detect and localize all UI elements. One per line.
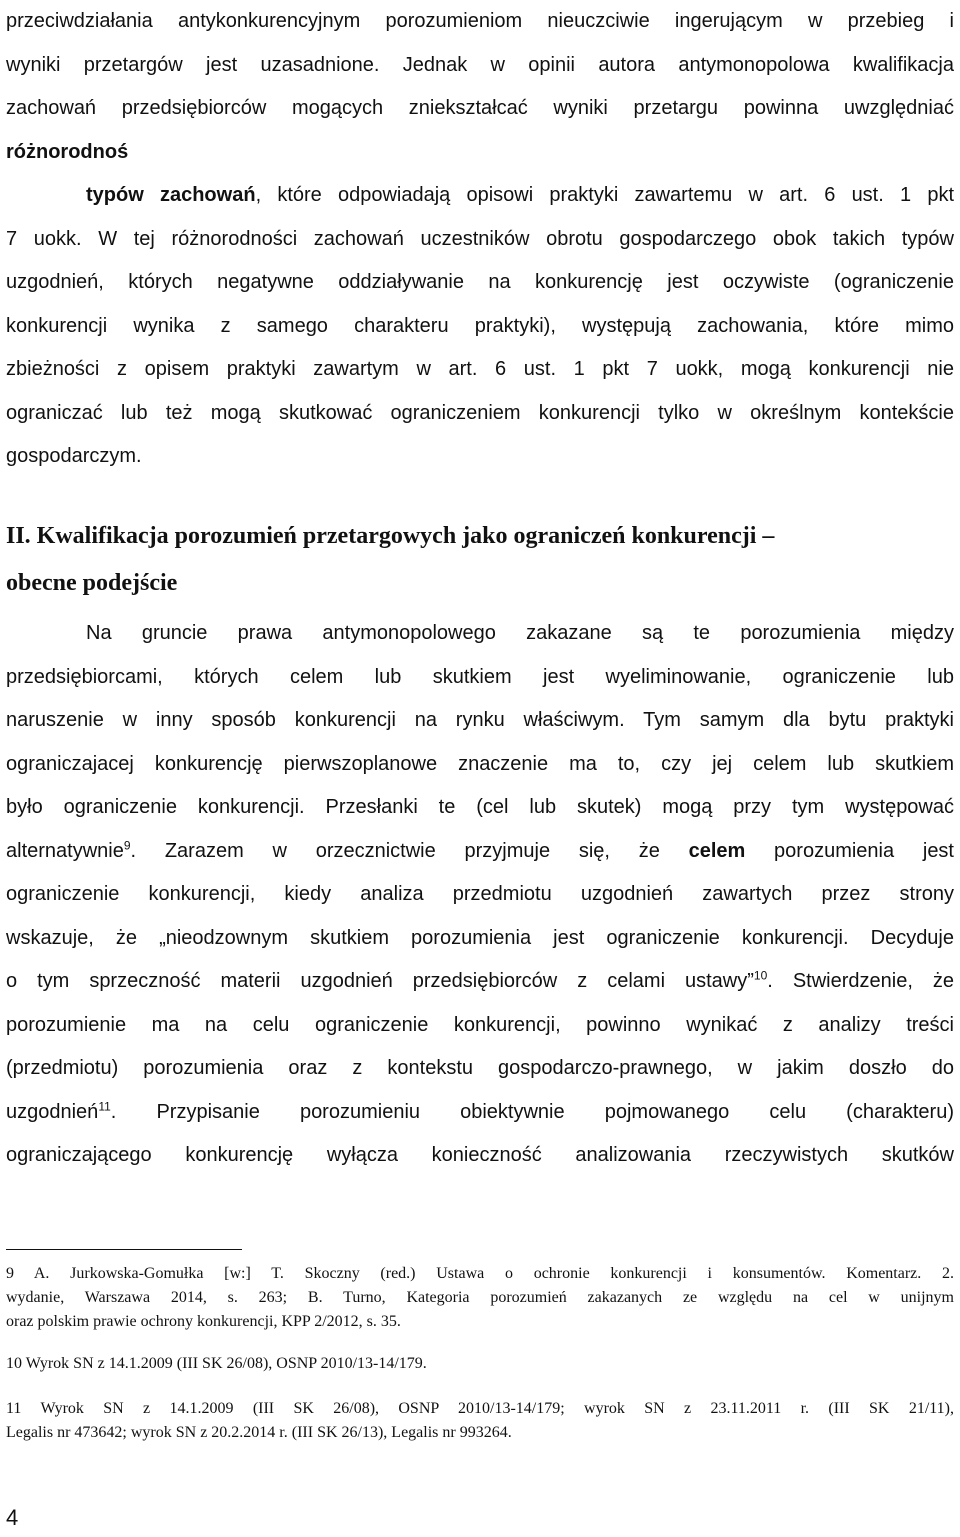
paragraph-1-line: zachowań przedsiębiorców mogących zniekształcać wyniki przetargu powinna uwzględniać <box>6 97 954 119</box>
paragraph-2-line: Na gruncie prawa antymonopolowego zakazane są te porozumienia między <box>86 622 954 644</box>
paragraph-2-line: ograniczenie konkurencji, kiedy analiza przedmiotu uzgodnień zawartych przez strony <box>6 883 954 905</box>
bold-phrase: typów zachowań <box>86 184 256 206</box>
paragraph-1-line: ograniczać lub też mogą skutkować ograniczeniem konkurencji tylko w określnym kontekście <box>6 401 954 424</box>
footnote-separator <box>6 1249 242 1250</box>
footnote-line: 9 A. Jurkowska-Gomułka [w:] T. Skoczny (red.) Ustawa o ochronie konkurencji i konsumentów. Komentarz. 2. <box>6 1265 954 1282</box>
footnote-11 <box>6 1397 954 1445</box>
paragraph-2-text: . Zarazem w orzecznictwie przyjmuje się, że <box>130 839 689 862</box>
paragraph-2-line: ograniczajacej konkurencję pierwszoplanowe znaczenie ma to, czy jej celem lub skutkiem <box>6 752 954 775</box>
paragraph-1-text: , które odpowiadają opisowi praktyki zawartemu w art. 6 ust. 1 pkt <box>255 184 955 206</box>
paragraph-1-line: wyniki przetargów jest uzasadnione. Jednak w opinii autora antymonopolowa kwalifikacja <box>6 53 954 76</box>
paragraph-2-line <box>6 830 954 874</box>
footnote-line: wydanie, Warszawa 2014, s. 263; B. Turno, Kategoria porozumień zakazanych ze względu na cel w unijnym <box>6 1289 954 1306</box>
paragraph-2-line <box>6 960 954 1004</box>
paragraph-2-line: wskazuje, że „nieodzownym skutkiem porozumienia jest ograniczenie konkurencji. Decyduje <box>6 926 954 949</box>
paragraph-2-text: uzgodnień <box>6 1100 99 1123</box>
paragraph-1-line: konkurencji wynika z samego charakteru praktyki), występują zachowania, które mimo <box>6 314 954 337</box>
paragraph-2-line <box>6 1091 954 1135</box>
footnote-line: 11 Wyrok SN z 14.1.2009 (III SK 26/08), OSNP 2010/13-14/179; wyrok SN z 23.11.2011 r. (III SK 21/11), <box>6 1400 954 1417</box>
paragraph-1-line: przeciwdziałania antykonkurencyjnym porozumieniom nieuczciwie ingerującym w przebieg i <box>6 10 954 32</box>
bold-phrase: celem <box>688 839 746 862</box>
footnote-line: Legalis nr 473642; wyrok SN z 20.2.2014 r. (III SK 26/13), Legalis nr 993264. <box>6 1424 512 1441</box>
paragraph-2-text: porozumienia jest <box>745 839 954 862</box>
footnote-line: oraz polskim prawie ochrony konkurencji, KPP 2/2012, s. 35. <box>6 1313 401 1330</box>
paragraph-1-line: 7 uokk. W tej różnorodności zachowań uczestników obrotu gospodarczego obok takich typów <box>6 227 954 250</box>
paragraph-2-line: przedsiębiorcami, których celem lub skutkiem jest wyeliminowanie, ograniczenie lub <box>6 665 954 688</box>
paragraph-1-line <box>6 174 954 218</box>
footnote-ref-11[interactable]: 11 <box>98 1098 111 1113</box>
footnote-10 <box>6 1352 954 1376</box>
paragraph-2-text: . Przypisanie porozumieniu obiektywnie pojmowanego celu (charakteru) <box>110 1100 954 1123</box>
paragraph-2 <box>6 612 954 1178</box>
section-heading <box>6 513 954 607</box>
paragraph-2-line: ograniczającego konkurencję wyłącza konieczność analizowania rzeczywistych skutków <box>6 1144 954 1166</box>
paragraph-1 <box>6 0 954 479</box>
paragraph-2-line: naruszenie w inny sposób konkurencji na rynku właściwym. Tym samym dla bytu praktyki <box>6 709 954 731</box>
paragraph-2-line: porozumienie ma na celu ograniczenie konkurencji, powinno wynikać z analizy treści <box>6 1013 954 1036</box>
footnotes <box>6 1262 954 1462</box>
paragraph-2-line: było ograniczenie konkurencji. Przesłanki te (cel lub skutek) mogą przy tym występować <box>6 796 954 818</box>
paragraph-1-line: różnorodnoś <box>6 140 129 163</box>
paragraph-2-line: (przedmiotu) porozumienia oraz z kontekstu gospodarczo-prawnego, w jakim doszło do <box>6 1057 954 1079</box>
section-heading-line: obecne podejście <box>6 570 178 596</box>
section-heading-line: II. Kwalifikacja porozumień przetargowych jako ograniczeń konkurencji – <box>6 523 775 549</box>
paragraph-1-line: uzgodnień, których negatywne oddziaływanie na konkurencję jest oczywiste (ograniczenie <box>6 271 954 293</box>
paragraph-2-text: alternatywnie <box>6 839 124 862</box>
paragraph-2-text: o tym sprzeczność materii uzgodnień przedsiębiorców z celami ustawy” <box>6 970 754 992</box>
paragraph-2-text: . Stwierdzenie, że <box>767 970 954 992</box>
footnote-ref-10[interactable]: 10 <box>753 968 768 983</box>
paragraph-1-line: zbieżności z opisem praktyki zawartym w art. 6 ust. 1 pkt 7 uokk, mogą konkurencji nie <box>6 358 954 380</box>
paragraph-1-line: gospodarczym. <box>6 445 142 467</box>
footnote-line: 10 Wyrok SN z 14.1.2009 (III SK 26/08), OSNP 2010/13-14/179. <box>6 1355 427 1372</box>
page-number: 4 <box>6 1505 19 1530</box>
footnote-9 <box>6 1262 954 1334</box>
footnote-ref-9[interactable]: 9 <box>123 837 131 852</box>
